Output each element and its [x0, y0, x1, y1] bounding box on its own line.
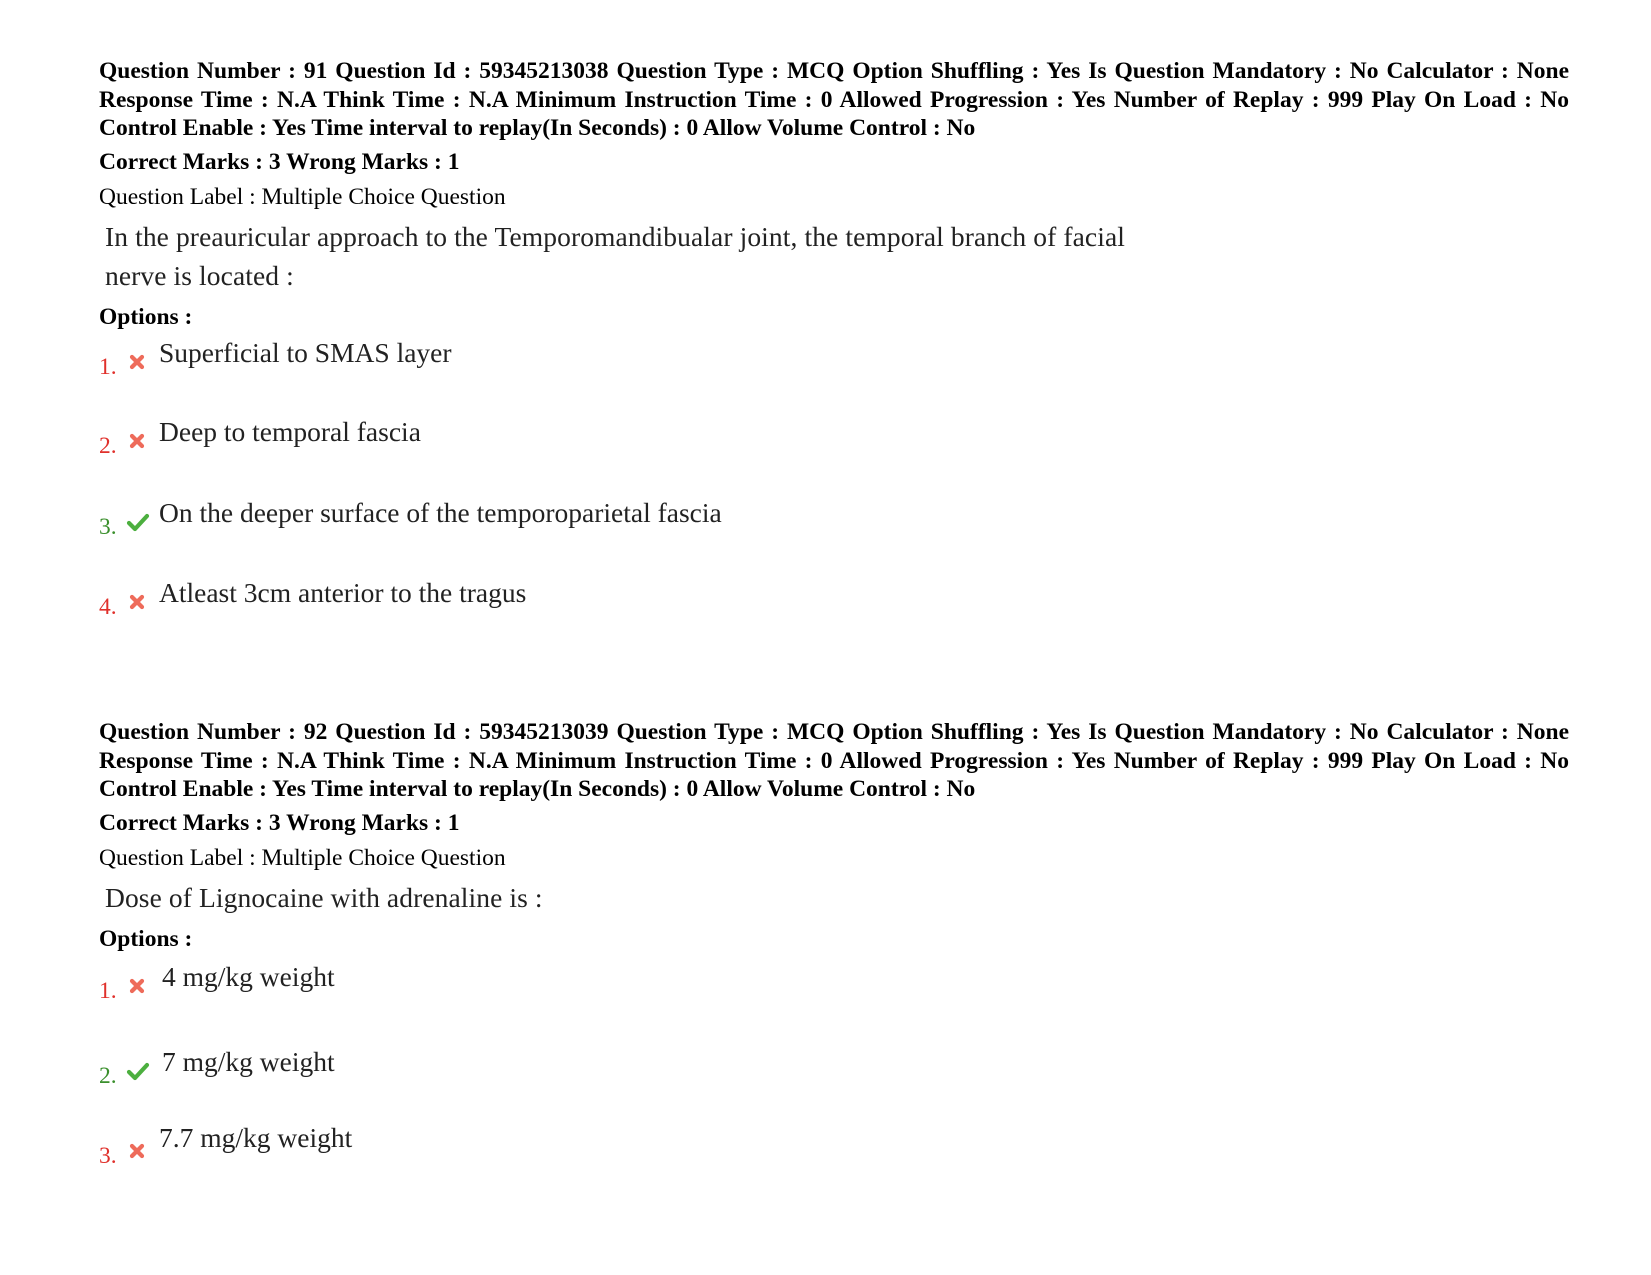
cross-icon [126, 351, 148, 373]
option-text: Deep to temporal fascia [159, 415, 421, 447]
option-item [99, 337, 1569, 420]
option-number: 2. [99, 432, 117, 459]
option-number: 2. [99, 1062, 117, 1089]
option-number: 4. [99, 593, 117, 620]
option-item [99, 1121, 1569, 1169]
check-icon [126, 1060, 148, 1082]
option-number: 3. [99, 513, 117, 540]
option-number: 1. [99, 353, 117, 380]
option-number: 1. [99, 977, 117, 1004]
cross-icon [126, 975, 148, 997]
option-text: 7 mg/kg weight [162, 1045, 335, 1077]
check-icon [126, 511, 148, 533]
question-metadata: Question Number : 92 Question Id : 59345213039 Question Type : MCQ Option Shuffling : Yes Is Question Mandatory : No Calculator : None Response Time : N.A Think Time : N.A Minimum Instruction Time : 0 Allowed Progression : Yes Number of Replay : 999 Play On Load : No Control Enable : Yes Time interval to replay(In Seconds) : 0 Allow Volume Control : No [99, 719, 1569, 802]
question-block [99, 57, 1569, 620]
options-list [99, 959, 1569, 1169]
option-item [99, 415, 1569, 500]
cross-icon [126, 591, 148, 613]
option-text: Atleast 3cm anterior to the tragus [159, 576, 527, 608]
marks-line: Correct Marks : 3 Wrong Marks : 1 [99, 148, 460, 175]
question-text: Dose of Lignocaine with adrenaline is : [105, 881, 543, 913]
question-label: Question Label : Multiple Choice Question [99, 844, 506, 871]
cross-icon [126, 430, 148, 452]
question-label: Question Label : Multiple Choice Question [99, 183, 506, 210]
options-list [99, 337, 1569, 620]
option-item [99, 959, 1569, 1045]
options-heading: Options : [99, 925, 193, 952]
marks-line: Correct Marks : 3 Wrong Marks : 1 [99, 809, 460, 836]
option-text: On the deeper surface of the temporoparietal fascia [159, 496, 722, 528]
option-text: 4 mg/kg weight [162, 960, 335, 992]
option-item [99, 496, 1569, 580]
cross-icon [126, 1140, 148, 1162]
question-text: In the preauricular approach to the Temporomandibualar joint, the temporal branch of facial nerve is located : [105, 220, 1125, 291]
option-text: Superficial to SMAS layer [159, 336, 452, 368]
question-metadata: Question Number : 91 Question Id : 59345213038 Question Type : MCQ Option Shuffling : Yes Is Question Mandatory : No Calculator : None Response Time : N.A Think Time : N.A Minimum Instruction Time : 0 Allowed Progression : Yes Number of Replay : 999 Play On Load : No Control Enable : Yes Time interval to replay(In Seconds) : 0 Allow Volume Control : No [99, 58, 1569, 141]
options-heading: Options : [99, 303, 193, 330]
question-block [99, 718, 1569, 1169]
option-text: 7.7 mg/kg weight [159, 1121, 353, 1153]
option-item [99, 1045, 1569, 1125]
option-number: 3. [99, 1142, 117, 1169]
option-item [99, 576, 1569, 620]
